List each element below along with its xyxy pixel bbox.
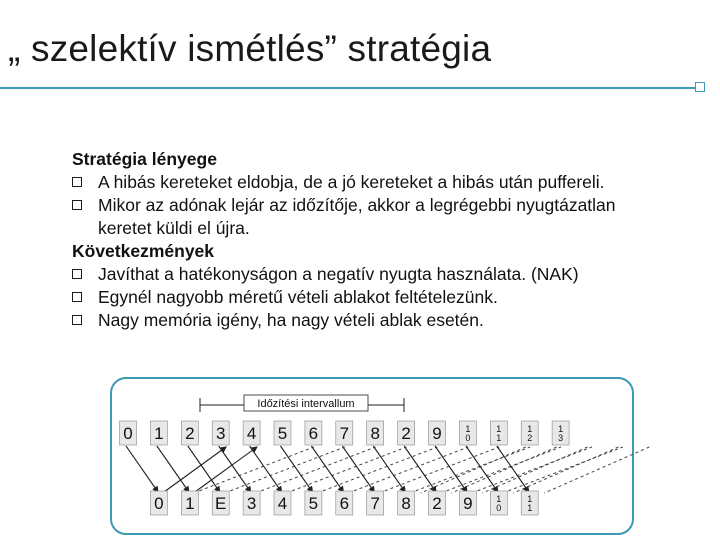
frame-transmission-arrow bbox=[404, 446, 436, 492]
receiver-frame-label: 1 bbox=[185, 494, 195, 513]
sender-frame-label: 1 bbox=[465, 424, 471, 434]
sender-frame-label: 2 bbox=[185, 424, 195, 443]
frame-transmission-arrow bbox=[281, 446, 313, 492]
receiver-frame-label-digit: 0 bbox=[496, 503, 502, 513]
bullet-text: Nagy memória igény, ha nagy vételi ablak esetén. bbox=[98, 310, 484, 330]
dashed-ack bbox=[379, 447, 499, 493]
receiver-frame-label: 5 bbox=[308, 494, 319, 513]
dashed-transmission bbox=[513, 447, 618, 493]
receiver-frame-label: 7 bbox=[370, 494, 380, 513]
bullet-text: Mikor az adónak lejár az időzítője, akkor a legrégebbi nyugtázatlan keretet küldi el újra. bbox=[98, 195, 616, 238]
sender-frame-label: 9 bbox=[432, 424, 442, 443]
receiver-frame-label: 2 bbox=[432, 494, 442, 513]
sender-frame-label: 1 bbox=[154, 424, 164, 443]
frame-transmission-arrow bbox=[342, 446, 374, 492]
sender-frame-label: 6 bbox=[308, 424, 319, 443]
dashed-ack bbox=[225, 447, 345, 493]
sender-frame-label: 1 bbox=[527, 424, 533, 434]
dashed-ack bbox=[287, 447, 407, 493]
receiver-frame-label: 9 bbox=[463, 494, 473, 513]
dashed-transmission bbox=[483, 447, 588, 493]
sender-frame-label: 8 bbox=[370, 424, 380, 443]
sender-frame-label-digit: 3 bbox=[558, 433, 564, 443]
page-title: „ szelektív ismétlés” stratégia bbox=[8, 28, 492, 69]
sender-frame-label: 2 bbox=[401, 424, 411, 443]
dashed-ack bbox=[472, 447, 592, 493]
sender-frame-label: 7 bbox=[339, 424, 350, 443]
dashed-ack bbox=[503, 447, 623, 493]
sender-frame-label: 0 bbox=[123, 424, 133, 443]
frame-transmission-arrow bbox=[311, 446, 343, 492]
section-heading-consequences: Következmények bbox=[72, 241, 215, 261]
receiver-frame-label: 3 bbox=[246, 494, 257, 513]
receiver-frame-label: 1 bbox=[527, 494, 533, 504]
dashed-ack bbox=[256, 447, 376, 493]
receiver-frame-label: 8 bbox=[401, 494, 411, 513]
frame-transmission-arrow bbox=[435, 446, 467, 492]
dashed-ack bbox=[317, 447, 437, 493]
dashed-ack bbox=[348, 447, 468, 493]
sender-frame-label: 5 bbox=[277, 424, 288, 443]
dashed-ack bbox=[410, 447, 530, 493]
sender-frame-label-digit: 0 bbox=[465, 433, 471, 443]
bullet-text: Egynél nagyobb méretű vételi ablakot feltételezünk. bbox=[98, 287, 498, 307]
sender-frame-label-digit: 1 bbox=[496, 433, 502, 443]
sender-frame-label-digit: 2 bbox=[527, 433, 533, 443]
section-heading-essence: Stratégia lényege bbox=[72, 149, 217, 169]
sender-frame-label: 1 bbox=[558, 424, 564, 434]
receiver-frame-label: 4 bbox=[277, 494, 288, 513]
frame-transmission-arrow bbox=[373, 446, 405, 492]
timer-label: Időzítési intervallum bbox=[257, 398, 355, 410]
frame-transmission-arrow bbox=[126, 446, 158, 492]
sender-frame-label: 3 bbox=[215, 424, 226, 443]
receiver-frame-label: 0 bbox=[154, 494, 164, 513]
dashed-transmission bbox=[452, 447, 557, 493]
receiver-frame-label: E bbox=[215, 494, 227, 513]
receiver-frame-label-digit: 1 bbox=[527, 503, 533, 513]
dashed-ack bbox=[441, 447, 561, 493]
frame-transmission-arrow bbox=[250, 446, 282, 492]
dashed-transmission bbox=[421, 447, 526, 493]
receiver-frame-label: 1 bbox=[496, 494, 502, 504]
frame-transmission-arrow bbox=[219, 446, 251, 492]
bullet-text: A hibás kereteket eldobja, de a jó kereteket a hibás után puffereli. bbox=[98, 172, 605, 192]
frame-transmission-arrow bbox=[466, 446, 498, 492]
dashed-transmission bbox=[544, 447, 649, 493]
receiver-frame-label: 6 bbox=[339, 494, 350, 513]
sender-frame-label: 1 bbox=[496, 424, 502, 434]
dashed-ack bbox=[194, 447, 314, 493]
sender-frame-label: 4 bbox=[246, 424, 257, 443]
bullet-text: Javíthat a hatékonyságon a negatív nyugta használata. (NAK) bbox=[98, 264, 579, 284]
